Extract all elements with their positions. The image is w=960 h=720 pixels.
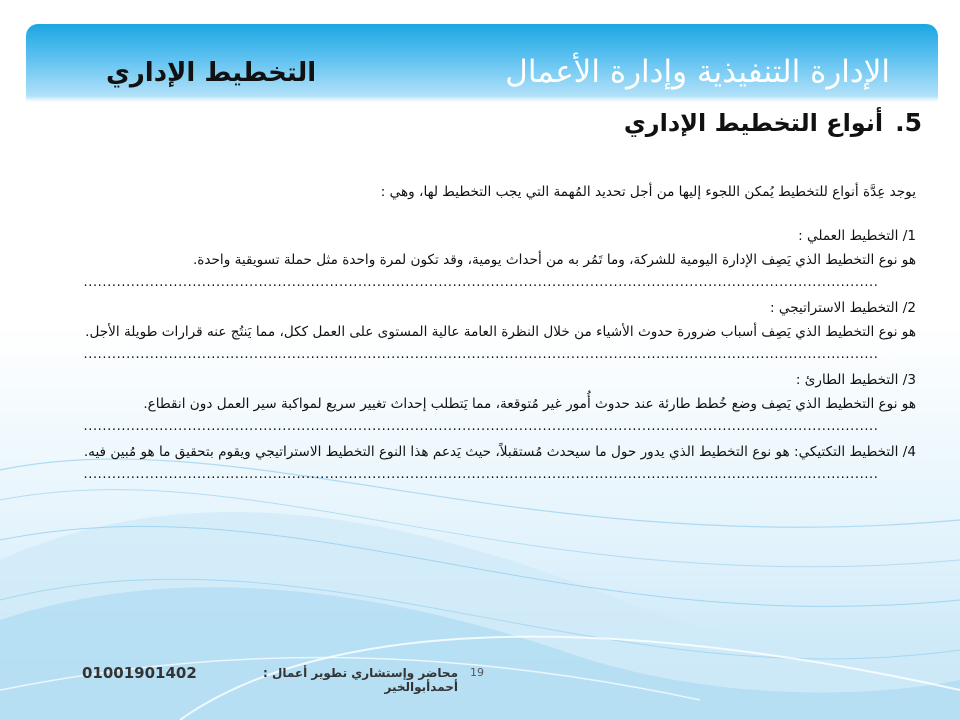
dotted-separator: ........................................................................................................................................................................ xyxy=(83,347,879,362)
item-body-text: هو نوع التخطيط الذي يدور حول ما سيحدث مُستقبلاً، حيث يَدعم هذا النوع التخطيط الاستراتيجي ويقوم بتحقيق ما هو مُبين فيه. xyxy=(83,444,790,460)
intro-paragraph: يوجد عِدَّة أنواع للتخطيط يُمكن اللجوء إليها من أجل تحديد المُهمة التي يجب التخطيط لها، وهي : xyxy=(380,184,916,200)
section-title: أنواع التخطيط الإداري xyxy=(623,109,884,137)
item-title: 3/ التخطيط الطارئ : xyxy=(795,372,916,388)
dotted-separator: ........................................................................................................................................................................ xyxy=(83,275,879,290)
header-bar xyxy=(26,24,938,102)
slide-title: الإدارة التنفيذية وإدارة الأعمال xyxy=(505,54,890,90)
footer-author: محاضر وإستشاري تطوير أعمال : أحمدأبوالخير xyxy=(262,666,458,694)
item-title: 1/ التخطيط العملي : xyxy=(798,228,916,244)
item-title: 2/ التخطيط الاستراتيجي : xyxy=(769,300,916,316)
content-body xyxy=(46,180,916,488)
planning-type-item xyxy=(46,296,916,344)
page-number: 19 xyxy=(470,666,484,679)
item-body: هو نوع التخطيط الذي يَصِف الإدارة اليومية للشركة، وما تَمُر به من أحداث يومية، وقد تكون لمرة واحدة مثل حملة تسويقية واحدة. xyxy=(192,252,916,268)
planning-type-item xyxy=(46,440,916,464)
planning-type-item xyxy=(46,224,916,272)
item-body-inline xyxy=(46,440,916,464)
topic-title: التخطيط الإداري xyxy=(106,58,317,88)
planning-type-item xyxy=(46,368,916,416)
item-body: هو نوع التخطيط الذي يَصِف وضع خُطط طارئة عند حدوث أُمور غير مُتوقعة، مما يَتطلب إحداث تغيير سريع لمواكبة سير العمل دون انقطاع. xyxy=(143,396,916,412)
section-heading xyxy=(624,108,922,137)
item-title: 4/ التخطيط التكتيكي: xyxy=(794,444,916,460)
dotted-separator: ........................................................................................................................................................................ xyxy=(83,419,879,434)
footer-phone: 01001901402 xyxy=(82,664,197,682)
section-number: 5. xyxy=(895,108,922,137)
dotted-separator: ........................................................................................................................................................................ xyxy=(83,467,879,482)
item-body: هو نوع التخطيط الذي يَصِف أسباب ضرورة حدوث الأشياء من خلال النظرة العامة عالية المستوى على العمل ككل، مما يَنتُج عنه قرارات طويلة الأجل. xyxy=(85,324,916,340)
